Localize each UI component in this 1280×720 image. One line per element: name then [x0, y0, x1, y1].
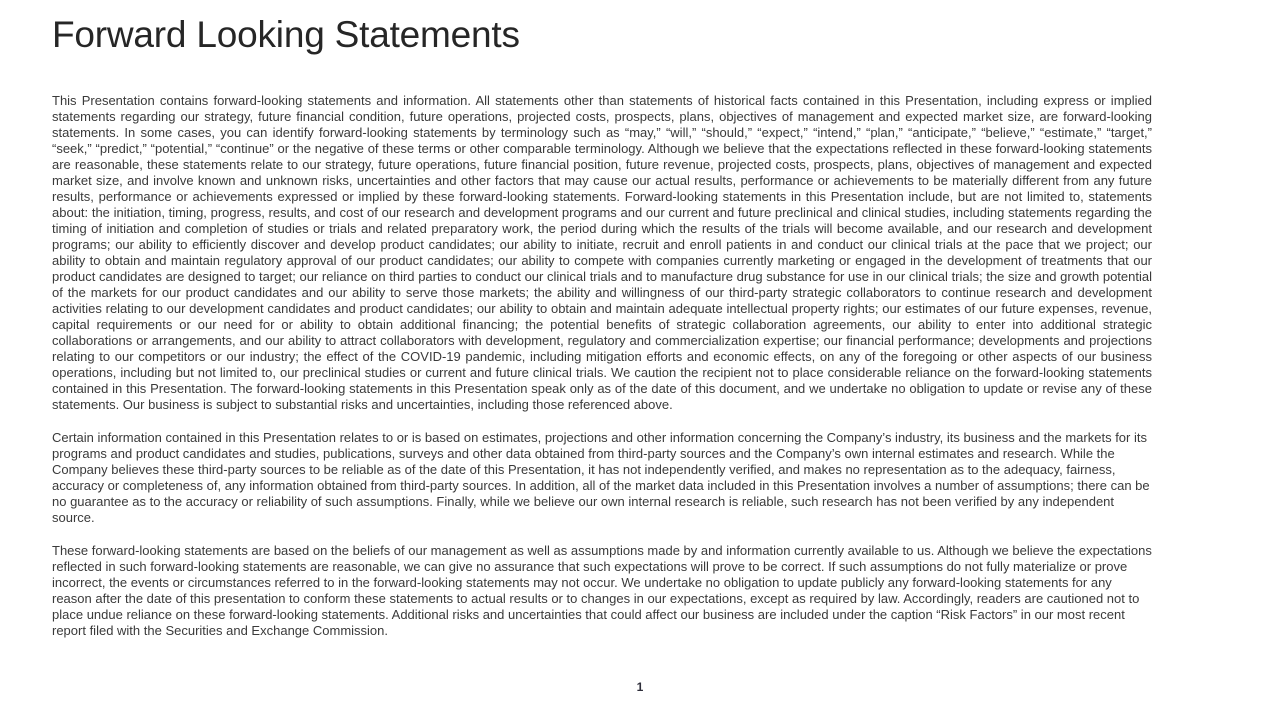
page-number: 1: [636, 680, 644, 694]
paragraph-third-party-information: Certain information contained in this Presentation relates to or is based on estimates, projections and other information concerning the Company’s industry, its business and the markets for its programs and product candidates and studies, publications, surveys and other data obtained from third-party sources and the Company’s own internal estimates and research. While the Company believes these third-party sources to be reliable as of the date of this Presentation, it has not independently verified, and makes no representation as to the adequacy, fairness, accuracy or completeness of, any information obtained from third-party sources. In addition, all of the market data included in this Presentation involves a number of assumptions; there can be no guarantee as to the accuracy or reliability of such assumptions. Finally, while we believe our own internal research is reliable, such research has not been verified by any independent source.: [52, 430, 1150, 525]
slide-title: [52, 14, 520, 56]
paragraph-forward-looking-statements: This Presentation contains forward-looking statements and information. All statements other than statements of historical facts contained in this Presentation, including express or implied statements regarding our strategy, future financial condition, future operations, projected costs, prospects, plans, objectives of management and expected market size, are forward-looking statements. In some cases, you can identify forward-looking statements by terminology such as “may,” “will,” “should,” “expect,” “intend,” “plan,” “anticipate,” “believe,” “estimate,” “target,” “seek,” “predict,” “potential,” “continue” or the negative of these terms or other comparable terminology. Although we believe that the expectations reflected in these forward-looking statements are reasonable, these statements relate to our strategy, future operations, future financial position, future revenue, projected costs, prospects, plans, objectives of management and expected market size, and involve known and unknown risks, uncertainties and other factors that may cause our actual results, performance or achievements to be materially different from any future results, performance or achievements expressed or implied by these forward-looking statements. Forward-looking statements in this Presentation include, but are not limited to, statements about: the initiation, timing, progress, results, and cost of our research and development programs and our current and future preclinical and clinical studies, including statements regarding the timing of initiation and completion of studies or trials and related preparatory work, the period during which the results of the trials will become available, and our research and development programs; our ability to efficiently discover and develop product candidates; our ability to initiate, recruit and enroll patients in and conduct our clinical trials at the pace that we project; our ability to obtain and maintain regulatory approval of our product candidates; our ability to compete with companies currently marketing or engaged in the development of treatments that our product candidates are designed to target; our reliance on third parties to conduct our clinical trials and to manufacture drug substance for use in our clinical trials; the size and growth potential of the markets for our product candidates and our ability to serve those markets; the ability and willingness of our third-party strategic collaborators to continue research and development activities relating to our development candidates and product candidates; our ability to obtain and maintain adequate intellectual property rights; our estimates of our future expenses, revenue, capital requirements or our need for or ability to obtain additional financing; the potential benefits of strategic collaboration agreements, our ability to enter into additional strategic collaborations or arrangements, and our ability to attract collaborators with development, regulatory and commercialization expertise; our financial performance; developments and projections relating to our competitors or our industry; the effect of the COVID-19 pandemic, including mitigation efforts and economic effects, on any of the foregoing or other aspects of our business operations, including but not limited to, our preclinical studies or current and future clinical trials. We caution the recipient not to place considerable reliance on the forward-looking statements contained in this Presentation. The forward-looking statements in this Presentation speak only as of the date of this document, and we undertake no obligation to update or revise any of these statements. Our business is subject to substantial risks and uncertainties, including those referenced above.: [52, 93, 1152, 412]
disclaimer-body: [52, 93, 1152, 656]
paragraph-management-beliefs: These forward-looking statements are based on the beliefs of our management as well as assumptions made by and information currently available to us. Although we believe the expectations reflected in such forward-looking statements are reasonable, we can give no assurance that such expectations will prove to be correct. If such assumptions do not fully materialize or prove incorrect, the events or circumstances referred to in the forward-looking statements may not occur. We undertake no obligation to update publicly any forward-looking statements for any reason after the date of this presentation to conform these statements to actual results or to changes in our expectations, except as required by law. Accordingly, readers are cautioned not to place undue reliance on these forward-looking statements. Additional risks and uncertainties that could affect our business are included under the caption “Risk Factors” in our most recent report filed with the Securities and Exchange Commission.: [52, 543, 1152, 638]
slide-title-text: Forward Looking Statements: [52, 14, 520, 55]
